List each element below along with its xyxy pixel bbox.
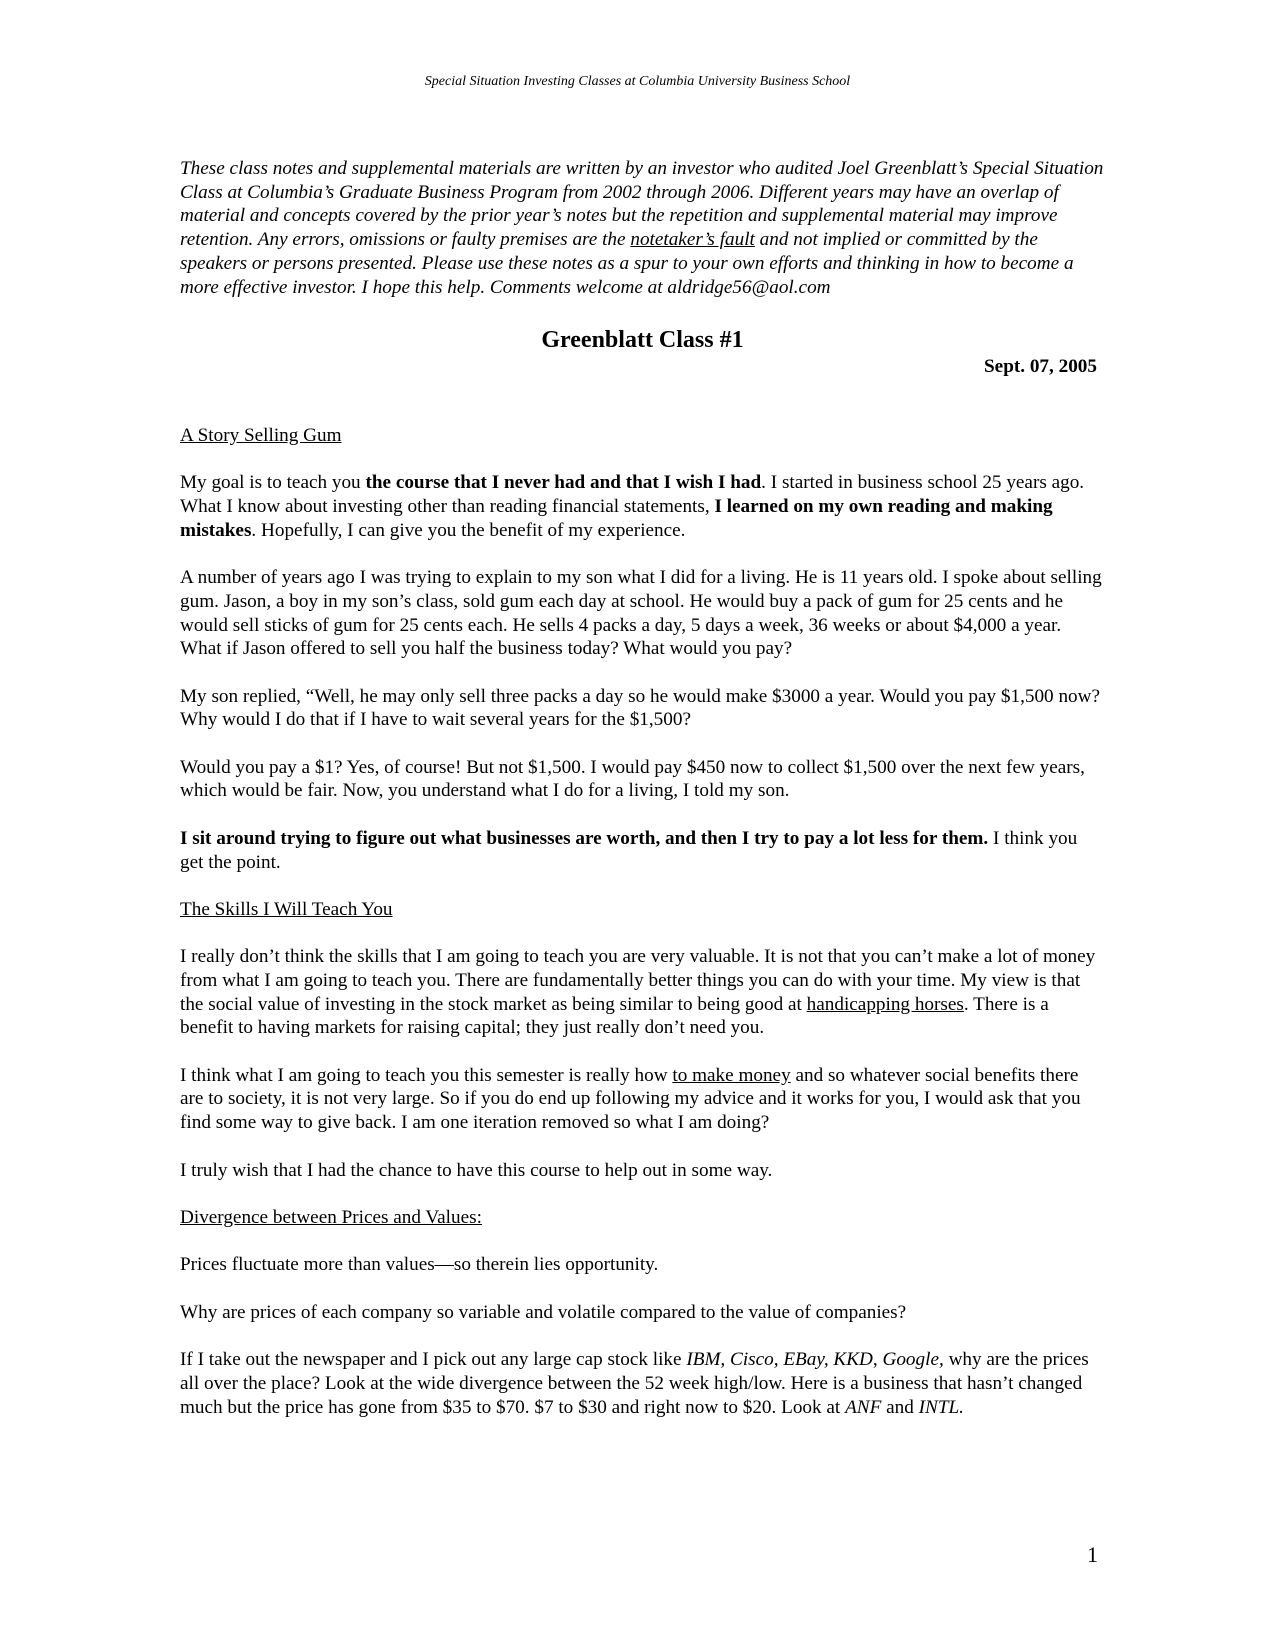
text-run: My goal is to teach you xyxy=(180,472,366,494)
page-number: 1 xyxy=(1087,1542,1098,1567)
text-run: , xyxy=(872,1349,883,1371)
story-paragraph-4: Would you pay a $1? Yes, of course! But not $1,500. I would pay $450 now to collect $1,500 over the next few years, which would be fair. Now, you understand what I do for a living, I told my son. xyxy=(180,756,1085,802)
page-content xyxy=(180,157,1105,1419)
intro-text-continued: and not implied or committed by the speakers or persons presented. Please use these notes as a spur to your own efforts and thinking in how to become a more effective investor. I hope this help. Comments welcome at aldridge56@aol.com xyxy=(180,229,1074,298)
running-header: Special Situation Investing Classes at Columbia University Business School xyxy=(424,74,851,89)
divergence-paragraph-3 xyxy=(180,1348,1105,1419)
bold-text: I sit around trying to figure out what businesses are worth, and then I try to pay a lot less for them. xyxy=(180,827,989,849)
skills-paragraph-2 xyxy=(180,1064,1105,1135)
bold-text: the course that I never had and that I wish I had xyxy=(365,472,762,494)
intro-text: These class notes and supplemental materials are written by an investor who audited Joel Greenblatt’s Special Situation Class at Columbia’s Graduate Business Program from 2002 through 2006. Different years may have an overlap of material and concepts covered by the prior year’s notes but the repetition and supplemental material may improve retention. Any errors, omissions or faulty premises are the xyxy=(180,158,1104,251)
intro-paragraph xyxy=(180,157,1105,299)
text-run: I think you get the point. xyxy=(180,827,1078,873)
bold-text: I learned on my own reading and making mistakes xyxy=(180,496,1053,541)
story-paragraph-2: A number of years ago I was trying to explain to my son what I did for a living. He is 11 years old. I spoke about selling gum. Jason, a boy in my son’s class, sold gum each day at school. He would buy a pack of gum for 25 cents and he would sell sticks of gum for 25 cents each. He sells 4 packs a day, 5 days a week, 36 weeks or about $4,000 a year. What if Jason offered to sell you half the business today? What would you pay? xyxy=(180,567,1102,660)
italic-text: INTL. xyxy=(918,1396,964,1418)
italic-text: ANF xyxy=(845,1396,882,1418)
underlined-text: handicapping horses xyxy=(806,993,964,1015)
intro-underlined-text: notetaker’s fault xyxy=(630,229,755,251)
text-run: I really don’t think the skills that I am going to teach you are very valuable. It is not that you can’t make a lot of money from what I am going to teach you. There are fundamentally better things you can do with your time. My view is that the social value of investing in the stock market as being similar to being good at xyxy=(180,946,1096,1015)
story-paragraph-5 xyxy=(180,827,1105,874)
class-date: Sept. 07, 2005 xyxy=(984,356,1097,378)
skills-paragraph-3: I truly wish that I had the chance to have this course to help out in some way. xyxy=(180,1159,773,1181)
text-run: . Hopefully, I can give you the benefit of my experience. xyxy=(251,519,686,541)
divergence-paragraph-2: Why are prices of each company so variable and volatile compared to the value of companies? xyxy=(180,1301,907,1323)
text-run: . There is a benefit to having markets for raising capital; they just really don’t need you. xyxy=(180,993,1049,1039)
divergence-paragraph-1: Prices fluctuate more than values—so therein lies opportunity. xyxy=(180,1254,659,1276)
skills-paragraph-1 xyxy=(180,945,1105,1040)
text-run: . I started in business school 25 years ago. What I know about investing other than reading financial statements, xyxy=(180,472,1085,518)
text-run: and xyxy=(881,1396,919,1418)
section-heading-divergence: Divergence between Prices and Values: xyxy=(180,1206,482,1228)
text-run: why are the prices all over the place? Look at the wide divergence between the 52 week high/low. Here is a business that hasn’t changed much but the price has gone from $35 to $70. $7 to $30 and right now to $20. Look at xyxy=(180,1349,1089,1418)
underlined-text: to make money xyxy=(672,1064,791,1086)
class-title: Greenblatt Class #1 xyxy=(541,327,744,354)
text-run: and so whatever social benefits there are to society, it is not very large. So if you do end up following my advice and it works for you, I would ask that you find some way to give back. I am one iteration removed so what I am doing? xyxy=(180,1064,1081,1134)
story-paragraph-3: My son replied, “Well, he may only sell three packs a day so he would make $3000 a year. Would you pay $1,500 now? Why would I do that if I have to wait several years for the $1,500? xyxy=(180,685,1101,731)
text-run: If I take out the newspaper and I pick out any large cap stock like xyxy=(180,1349,687,1371)
italic-text: IBM, Cisco, EBay, KKD xyxy=(686,1349,873,1371)
section-heading-skills: The Skills I Will Teach You xyxy=(180,898,393,920)
italic-text: Google, xyxy=(882,1349,944,1371)
text-run: I think what I am going to teach you this semester is really how xyxy=(180,1064,673,1086)
section-heading-story: A Story Selling Gum xyxy=(180,424,342,446)
story-paragraph-1 xyxy=(180,471,1105,542)
